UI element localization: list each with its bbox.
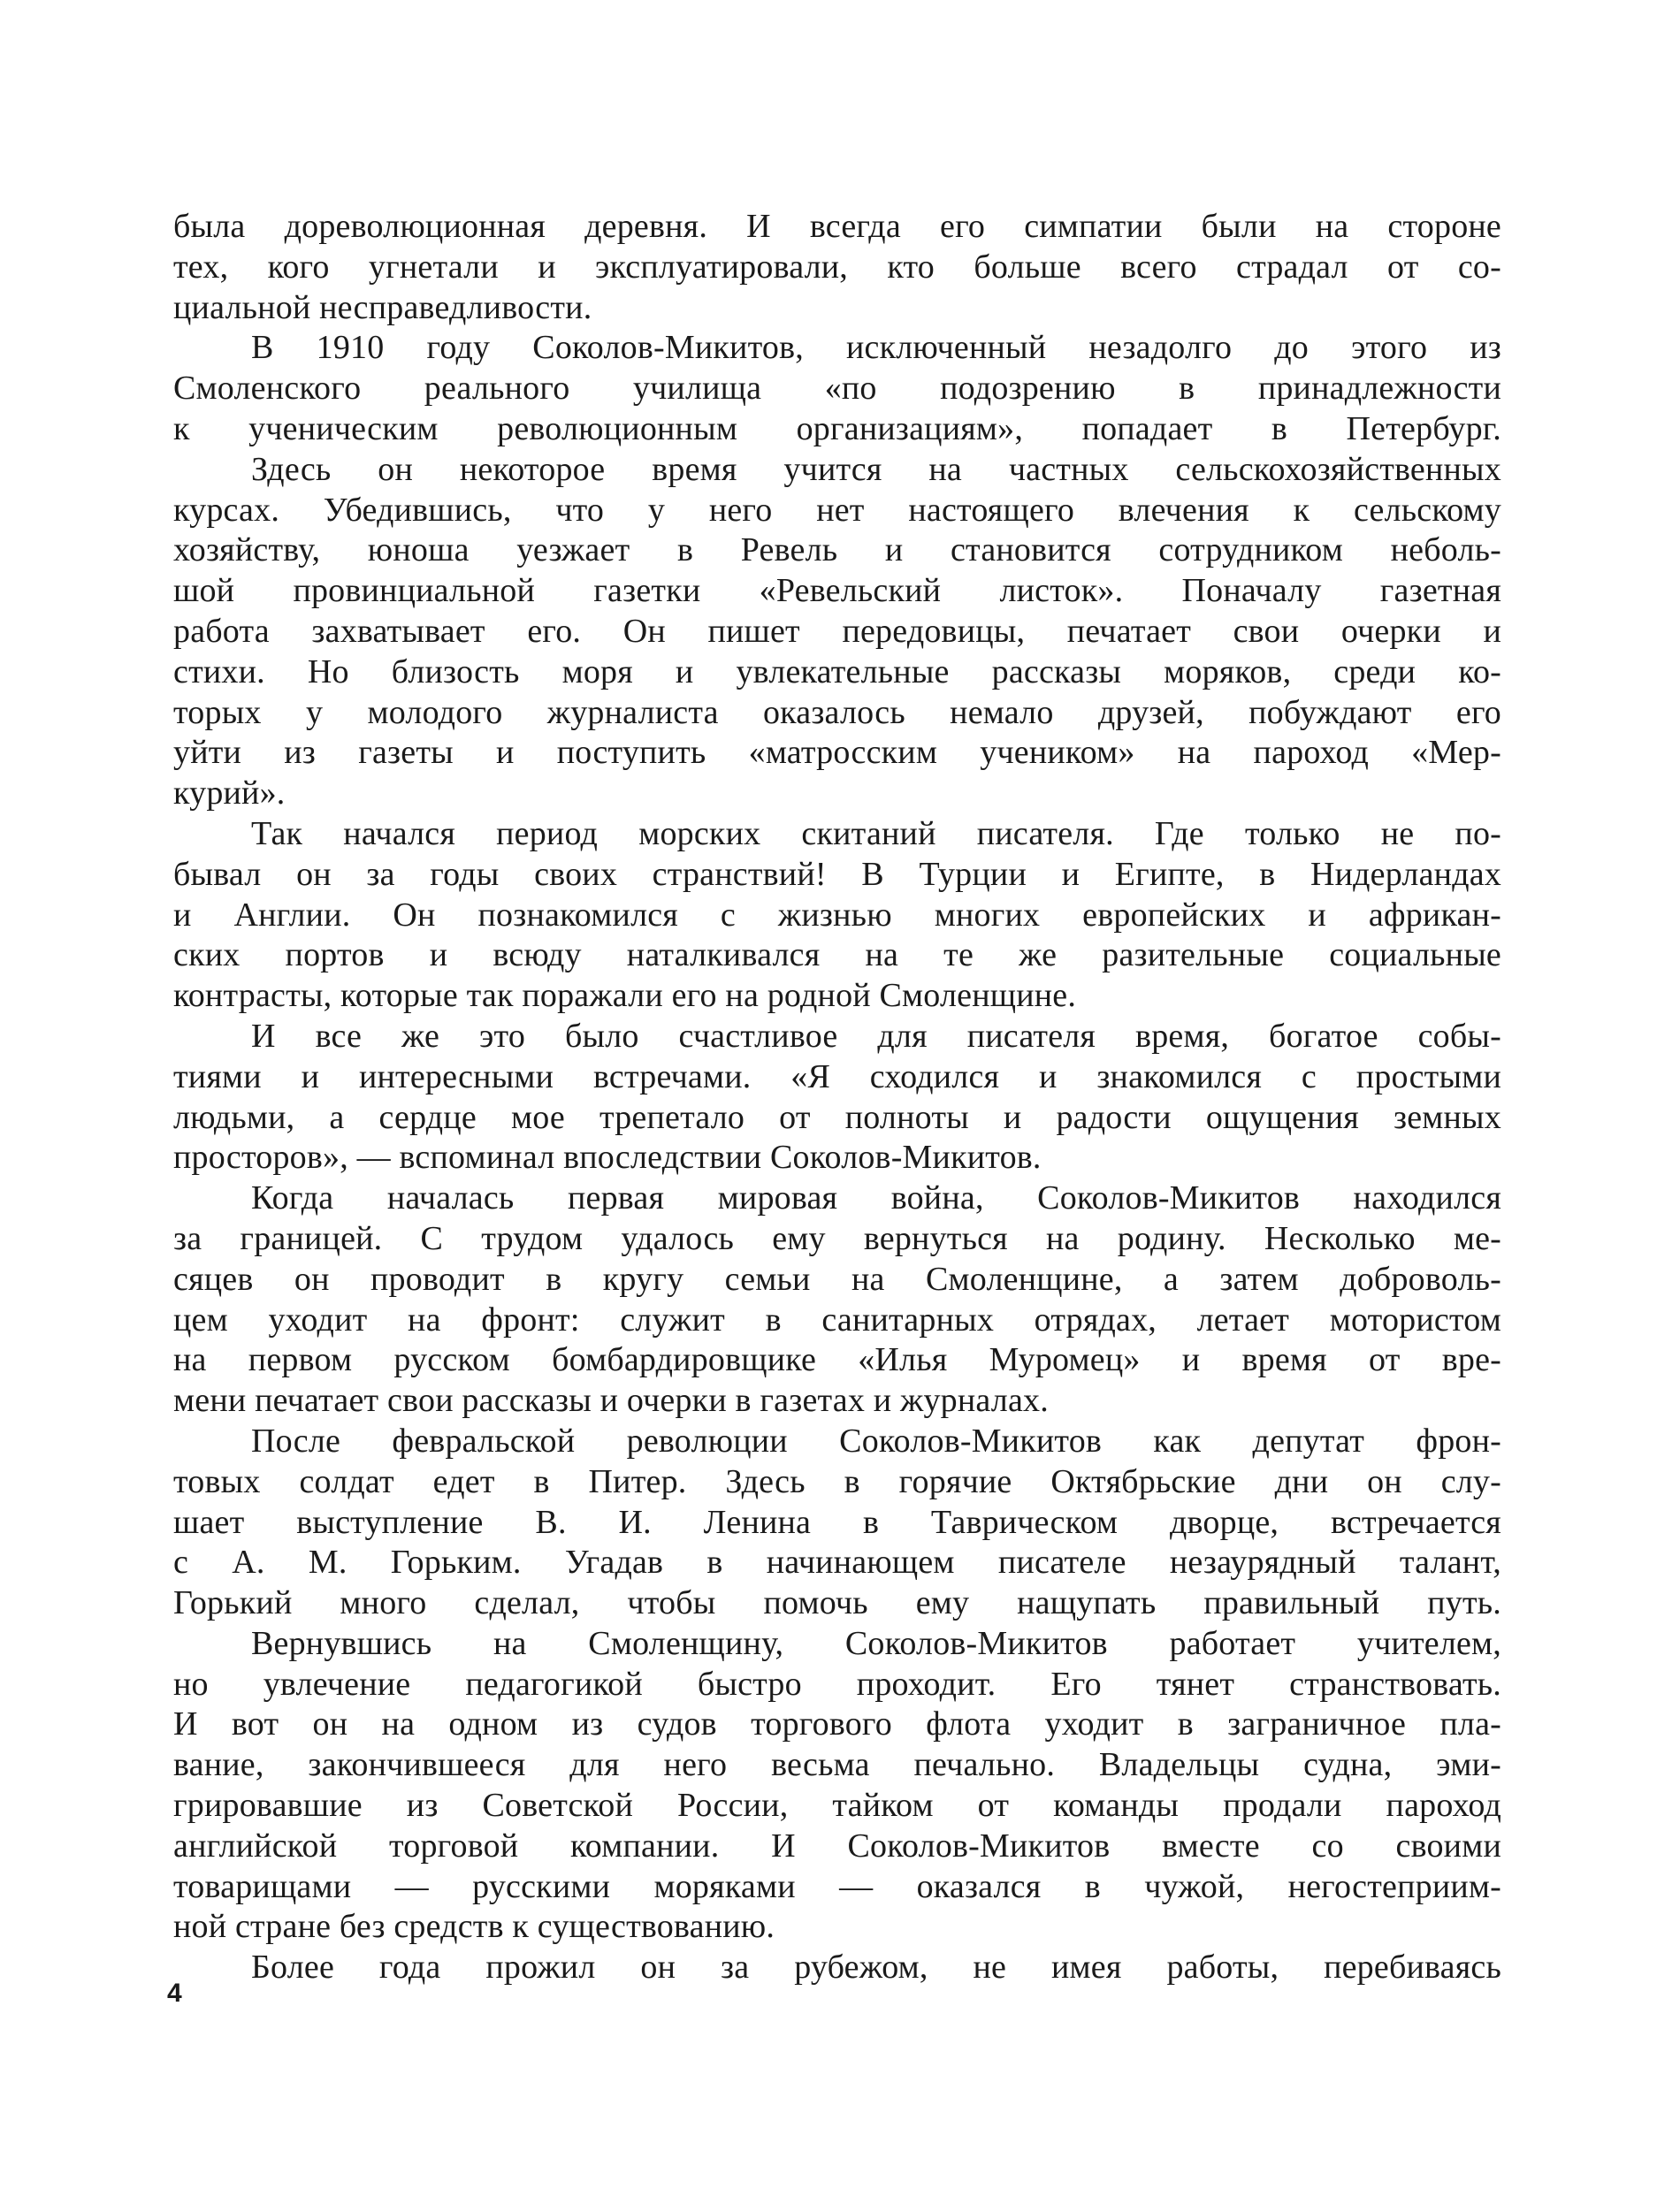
text-line: тех, кого угнетали и эксплуатировали, кто больше всего страдал от со- [173, 248, 1501, 286]
text-line: цем уходит на фронт: служит в санитарных отрядах, летает мотористом [173, 1301, 1501, 1339]
text-line: с А. М. Горьким. Угадав в начинающем писателе незаурядный талант, [173, 1544, 1501, 1582]
text-line: ной стране без средств к существованию. [173, 1908, 775, 1946]
text-line: курсах. Убедившись, что у него нет настоящего влечения к сельскому [173, 491, 1501, 529]
page-number: 4 [167, 1979, 182, 2008]
text-line: Горький много сделал, чтобы помочь ему нащупать правильный путь. [173, 1584, 1501, 1622]
text-line: была дореволюционная деревня. И всегда его симпатии были на стороне [173, 208, 1501, 245]
text-line: и Англии. Он познакомился с жизнью многих европейских и африкан- [173, 896, 1501, 934]
text-line: Более года прожил он за рубежом, не имея работы, перебиваясь [251, 1949, 1501, 1987]
text-line: за границей. С трудом удалось ему вернуться на родину. Несколько ме- [173, 1219, 1501, 1257]
text-line: И все же это было счастливое для писателя время, богатое собы- [251, 1017, 1501, 1055]
text-line: ских портов и всюду наталкивался на те же разительные социальные [173, 936, 1501, 974]
text-line: Когда началась первая мировая война, Соколов-Микитов находился [251, 1179, 1501, 1217]
text-line: шой провинциальной газетки «Ревельский листок». Поначалу газетная [173, 572, 1501, 610]
text-line: людьми, а сердце мое трепетало от полноты и радости ощущения земных [173, 1098, 1501, 1136]
text-line: И вот он на одном из судов торгового флота уходит в заграничное пла- [173, 1705, 1501, 1743]
text-line: просторов», — вспоминал впоследствии Соколов-Микитов. [173, 1139, 1042, 1177]
text-line: В 1910 году Соколов-Микитов, исключенный незадолго до этого из [251, 329, 1501, 367]
text-line: работа захватывает его. Он пишет передовицы, печатает свои очерки и [173, 612, 1501, 650]
text-line: грировавшие из Советской России, тайком от команды продали пароход [173, 1787, 1501, 1825]
text-line: хозяйству, юноша уезжает в Ревель и становится сотрудником неболь- [173, 531, 1501, 569]
text-line: товых солдат едет в Питер. Здесь в горячие Октябрьские дни он слу- [173, 1462, 1501, 1500]
text-line: курий». [173, 774, 286, 812]
text-line: уйти из газеты и поступить «матросским учеником» на пароход «Мер- [173, 734, 1501, 772]
text-line: Так начался период морских скитаний писателя. Где только не по- [251, 814, 1501, 852]
text-line: английской торговой компании. И Соколов-Микитов вместе со своими [173, 1827, 1501, 1865]
text-line: шает выступление В. И. Ленина в Таврическом дворце, встречается [173, 1503, 1501, 1541]
text-line: торых у молодого журналиста оказалось немало друзей, побуждают его [173, 693, 1501, 731]
text-line: бывал он за годы своих странствий! В Турции и Египте, в Нидерландах [173, 855, 1501, 893]
text-line: Вернувшись на Смоленщину, Соколов-Микитов работает учителем, [251, 1624, 1501, 1662]
text-line: Здесь он некоторое время учится на частных сельскохозяйственных [251, 450, 1501, 488]
text-line: мени печатает свои рассказы и очерки в газетах и журналах. [173, 1382, 1049, 1420]
text-line: к ученическим революционным организациям», попадает в Петербург. [173, 409, 1501, 447]
text-line: на первом русском бомбардировщике «Илья Муромец» и время от вре- [173, 1341, 1501, 1379]
text-line: циальной несправедливости. [173, 288, 592, 326]
text-line: тиями и интересными встречами. «Я сходился и знакомился с простыми [173, 1057, 1501, 1095]
text-line: товарищами — русскими моряками — оказался в чужой, негостеприим- [173, 1867, 1501, 1905]
text-line: После февральской революции Соколов-Микитов как депутат фрон- [251, 1422, 1501, 1460]
body-text [173, 207, 1501, 1988]
text-line: Смоленского реального училища «по подозрению в принадлежности [173, 370, 1501, 408]
text-line: сяцев он проводит в кругу семьи на Смоленщине, а затем доброволь- [173, 1260, 1501, 1298]
text-line: вание, закончившееся для него весьма печально. Владельцы судна, эми- [173, 1746, 1501, 1784]
text-line: стихи. Но близость моря и увлекательные рассказы моряков, среди ко- [173, 652, 1501, 690]
text-line: но увлечение педагогикой быстро проходит. Его тянет странствовать. [173, 1665, 1501, 1703]
text-line: контрасты, которые так поражали его на родной Смоленщине. [173, 977, 1077, 1015]
